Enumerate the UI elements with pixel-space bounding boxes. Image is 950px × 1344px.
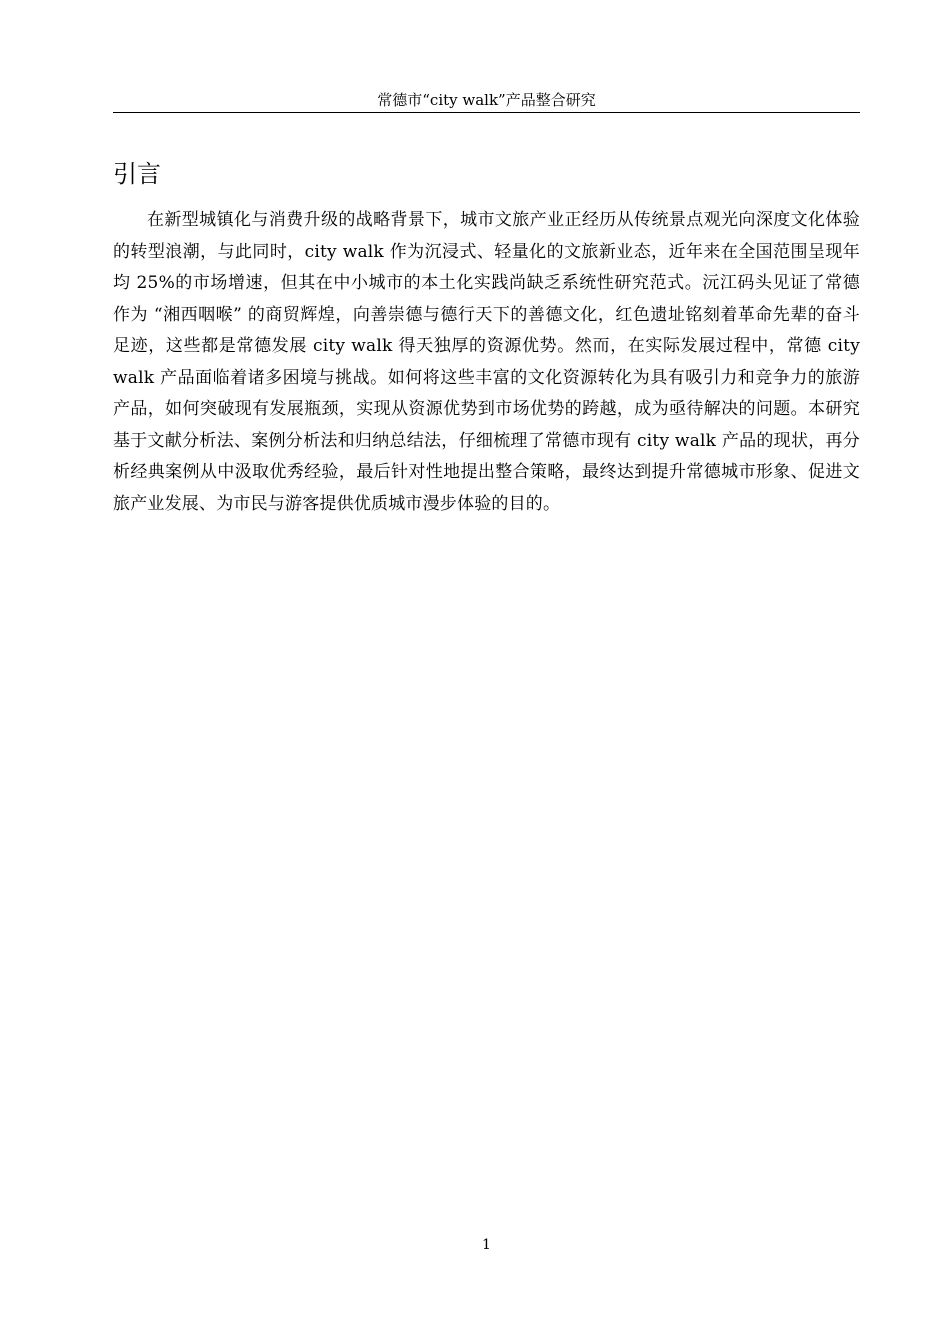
body-paragraph: 在新型城镇化与消费升级的战略背景下，城市文旅产业正经历从传统景点观光向深度文化体验的转型浪潮，与此同时，city walk 作为沉浸式、轻量化的文旅新业态，近年来在全国范围呈现年均 25%的市场增速，但其在中小城市的本土化实践尚缺乏系统性研究范式。沅江码头见证了常德作为 “湘西咽喉” 的商贸辉煌，向善崇德与德行天下的善德文化，红色遗址铭刻着革命先辈的奋斗足迹，这些都是常德发展 city walk 得天独厚的资源优势。然而，在实际发展过程中，常德 city walk 产品面临着诸多困境与挑战。如何将这些丰富的文化资源转化为具有吸引力和竞争力的旅游产品，如何突破现有发展瓶颈，实现从资源优势到市场优势的跨越，成为亟待解决的问题。本研究基于文献分析法、案例分析法和归纳总结法，仔细梳理了常德市现有 city walk 产品的现状，再分析经典案例从中汲取优秀经验，最后针对性地提出整合策略，最终达到提升常德城市形象、促进文旅产业发展、为市民与游客提供优质城市漫步体验的目的。 [113, 210, 860, 514]
header-divider [113, 112, 860, 113]
page-number: 1 [482, 1237, 491, 1253]
section-title: 引言 [113, 160, 161, 188]
running-header: 常德市“city walk”产品整合研究 [377, 91, 596, 109]
